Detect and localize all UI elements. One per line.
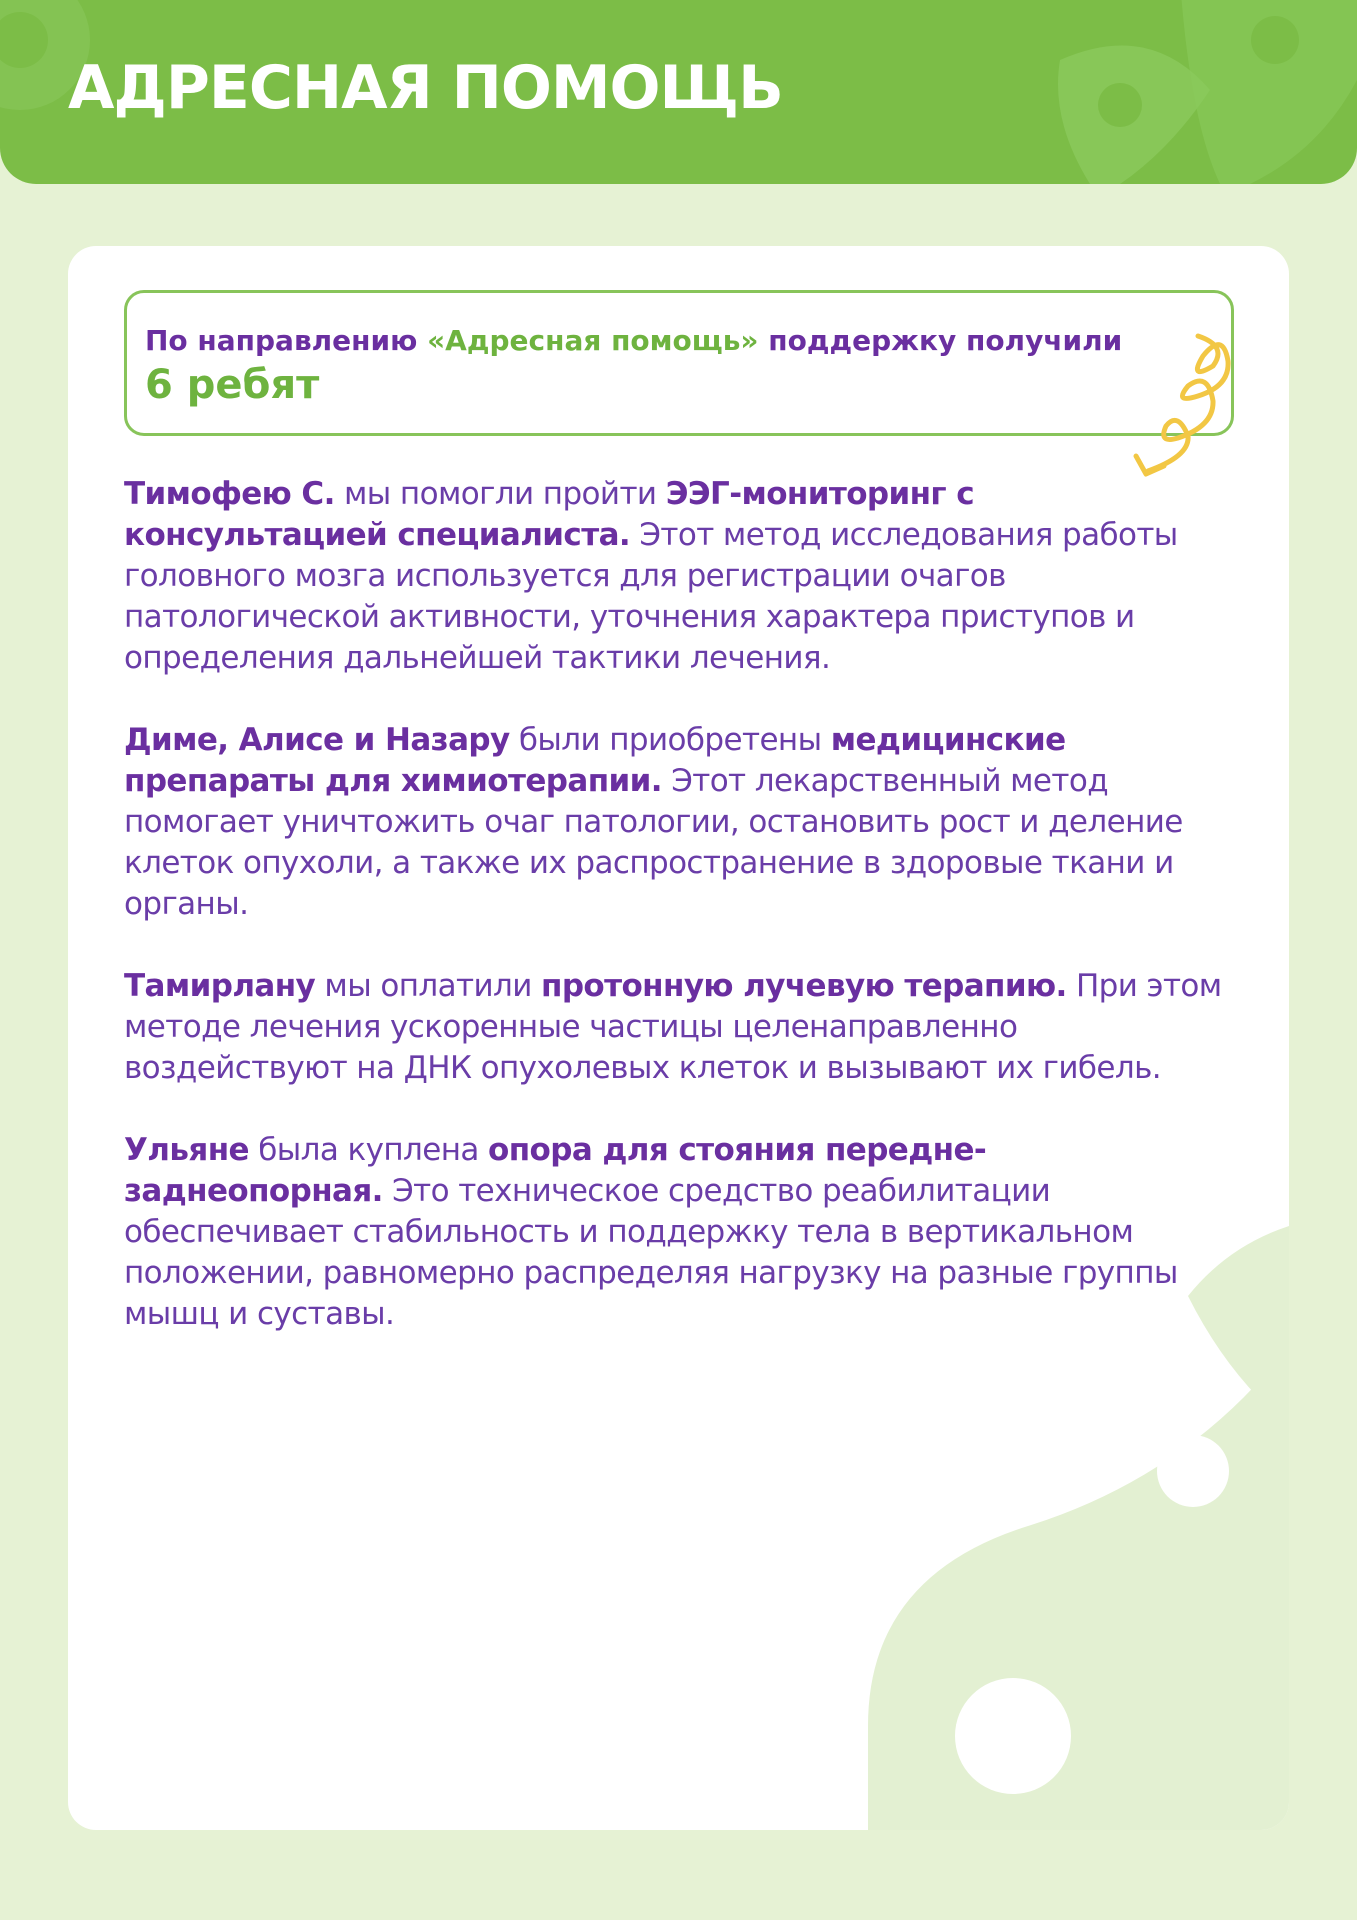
content-card — [68, 246, 1289, 1830]
story-paragraph — [124, 1130, 1244, 1335]
squiggle-arrow-icon — [1118, 326, 1238, 486]
callout-program-name: «Адресная помощь» — [427, 324, 759, 357]
child-name: Ульяне — [124, 1132, 249, 1168]
help-description: При этом методе лечения ускоренные частицы целенаправленно воздействуют на ДНК опухолевых клеток и вызывают их гибель. — [124, 968, 1222, 1086]
callout-children-count: 6 ребят — [145, 362, 320, 409]
help-description: Этот лекарственный метод помогает уничтожить очаг патологии, остановить рост и деление клеток опухоли, а также их распространение в здоровые ткани и органы. — [124, 763, 1183, 922]
callout-text — [145, 323, 1211, 359]
help-item: протонную лучевую терапию. — [541, 968, 1067, 1004]
story-verb: были приобретены — [509, 722, 831, 758]
child-name: Тамирлану — [124, 968, 316, 1004]
story-verb: мы оплатили — [315, 968, 542, 1004]
story-paragraph — [124, 474, 1244, 679]
callout-intro: По направлению — [145, 324, 428, 357]
help-item: опора для стояния передне-заднеопорная. — [124, 1132, 987, 1209]
child-name: Диме, Алисе и Назару — [124, 722, 510, 758]
header-banner — [0, 0, 1357, 184]
help-description: Это техническое средство реабилитации обеспечивает стабильность и поддержку тела в вертикальном положении, равномерно распределяя нагрузку на разные группы мышц и суставы. — [124, 1173, 1178, 1332]
summary-callout — [124, 290, 1234, 436]
story-paragraph — [124, 966, 1244, 1089]
help-item: медицинские препараты для химиотерапии. — [124, 722, 1066, 799]
story-list — [124, 474, 1244, 1376]
child-name: Тимофею С. — [124, 476, 335, 512]
story-verb: была куплена — [248, 1132, 489, 1168]
help-description: Этот метод исследования работы головного мозга используется для регистрации очагов патологической активности, уточнения характера приступов и определения дальнейшей тактики лечения. — [124, 517, 1178, 676]
story-verb: мы помогли пройти — [334, 476, 666, 512]
page-title: АДРЕСНАЯ ПОМОЩЬ — [68, 53, 783, 123]
story-paragraph — [124, 720, 1244, 925]
callout-outro: поддержку получили — [758, 324, 1123, 357]
help-item: ЭЭГ-мониторинг с консультацией специалиста. — [124, 476, 974, 553]
